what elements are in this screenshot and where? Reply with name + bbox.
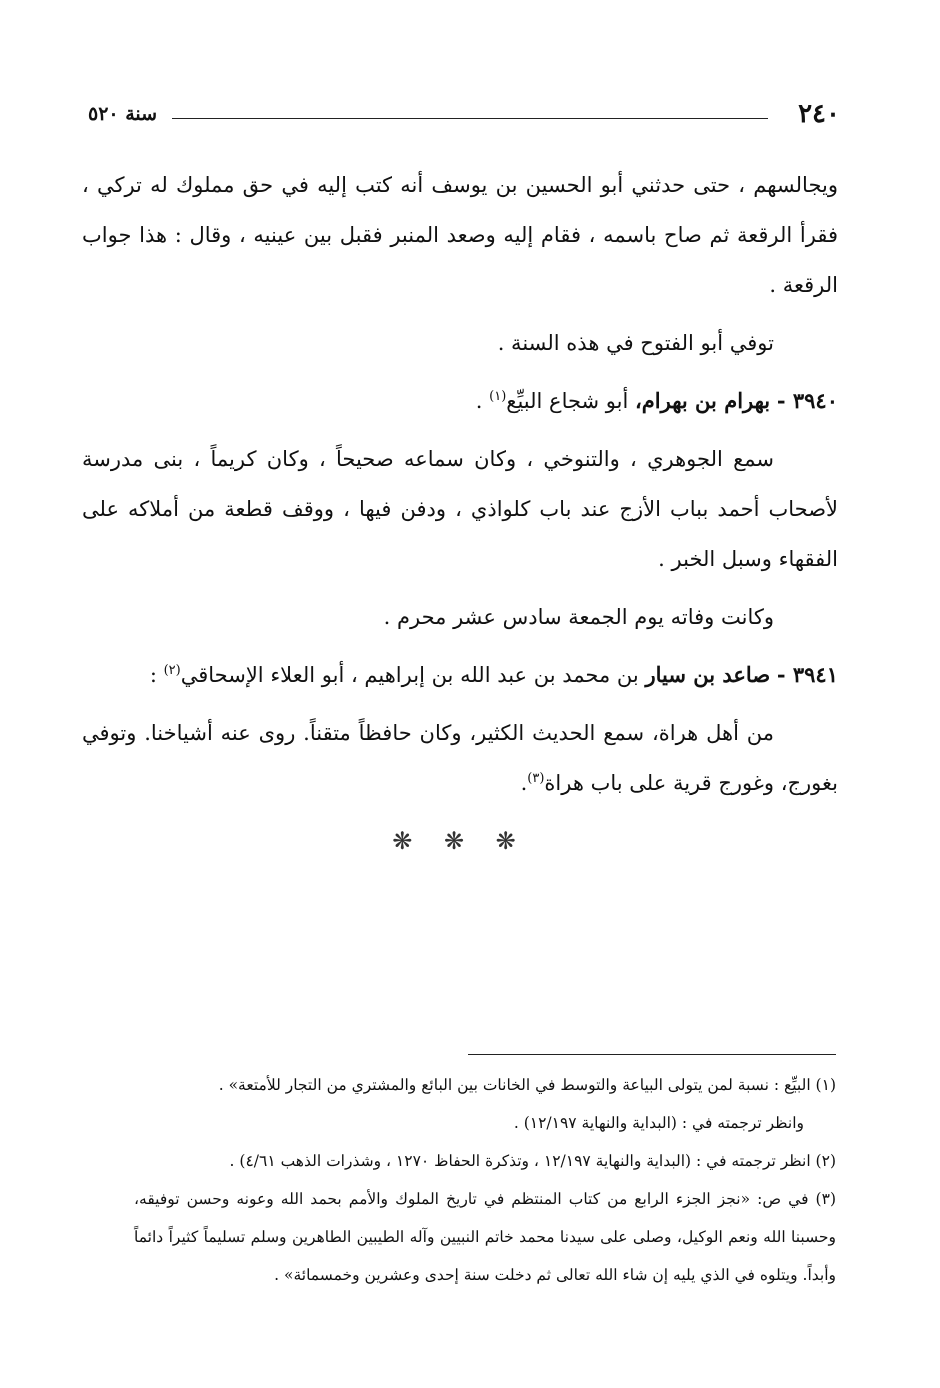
footnote-rule bbox=[468, 1054, 836, 1055]
paragraph-4: وكانت وفاته يوم الجمعة سادس عشر محرم . bbox=[383, 605, 774, 629]
entry-name: بهرام بن بهرام، bbox=[635, 388, 771, 413]
entry-name: صاعد بن سيار bbox=[645, 662, 771, 687]
entry-end: : bbox=[149, 663, 157, 687]
paragraph-2: توفي أبو الفتوح في هذه السنة . bbox=[497, 331, 774, 355]
footnote-ref-3[interactable]: (٣) bbox=[527, 771, 545, 786]
biography-entry-3941 bbox=[82, 650, 838, 700]
paragraph-5-end: . bbox=[520, 771, 528, 795]
footnote-3: (٣) في ص: «نجز الجزء الرابع من كتاب المنتظم في تاريخ الملوك والأمم بحمد الله وعونه وحسن توفيقه، وحسبنا الله ونعم الوكيل، وصلى على سيدنا محمد خاتم النبيين وآله الطيبين الطاهرين وسلم تسليماً كثيراً دائماً وأبداً. ويتلوه في الذي يليه إن شاء الله تعالى ثم دخلت سنة إحدى وعشرين وخمسمائة» . bbox=[134, 1190, 836, 1284]
entry-number: ٣٩٤١ - bbox=[776, 662, 838, 687]
paragraph-5-text: من أهل هراة، سمع الحديث الكثير، وكان حافظاً متقناً. روى عنه أشياخنا. وتوفي بغورج، وغورج قرية على باب هراة bbox=[82, 721, 838, 795]
section-end-stars: ❋ ❋ ❋ bbox=[392, 827, 528, 855]
biography-entry-3940 bbox=[82, 376, 838, 426]
footnotes bbox=[134, 1066, 836, 1294]
page-header bbox=[88, 96, 840, 136]
entry-number: ٣٩٤٠ - bbox=[776, 388, 838, 413]
footnote-ref-1[interactable]: (١) bbox=[489, 389, 507, 404]
paragraph-5 bbox=[82, 708, 838, 808]
main-text bbox=[82, 160, 838, 866]
header-rule bbox=[172, 118, 768, 119]
entry-kunya: أبو شجاع البيِّع bbox=[506, 389, 629, 413]
paragraph-1: ويجالسهم ، حتى حدثني أبو الحسين بن يوسف أنه كتب إليه في حق مملوك له تركي ، فقرأ الرقعة ثم صاح باسمه ، فقام إليه وصعد المنبر فقبل بين عينيه ، وقال : هذا جواب الرقعة . bbox=[82, 173, 838, 297]
footnote-1-continued: وانظر ترجمته في : (البداية والنهاية ١٢/١٩٧) . bbox=[513, 1114, 804, 1132]
entry-end: . bbox=[475, 389, 483, 413]
page-number: ٢٤٠ bbox=[798, 99, 840, 129]
footnote-ref-2[interactable]: (٢) bbox=[163, 663, 181, 678]
entry-lineage: بن محمد بن عبد الله بن إبراهيم ، أبو العلاء الإسحاقي bbox=[180, 663, 639, 687]
paragraph-3: سمع الجوهري ، والتنوخي ، وكان سماعه صحيحاً ، وكان كريماً ، بنى مدرسة لأصحاب أحمد بباب الأزج عند باب كلواذي ، ودفن فيها ، ووقف قطعة من أملاكه على الفقهاء وسبل الخبر . bbox=[82, 447, 838, 571]
footnote-2: (٢) انظر ترجمته في : (البداية والنهاية ١٢/١٩٧ ، وتذكرة الحفاظ ١٢٧٠ ، وشذرات الذهب ٤/٦١) . bbox=[229, 1152, 836, 1170]
running-head: سنة ٥٢٠ bbox=[88, 103, 158, 125]
footnote-1: (١) البيِّع : نسبة لمن يتولى البياعة والتوسط في الخانات بين البائع والمشتري من التجار للأمتعة» . bbox=[218, 1076, 836, 1094]
